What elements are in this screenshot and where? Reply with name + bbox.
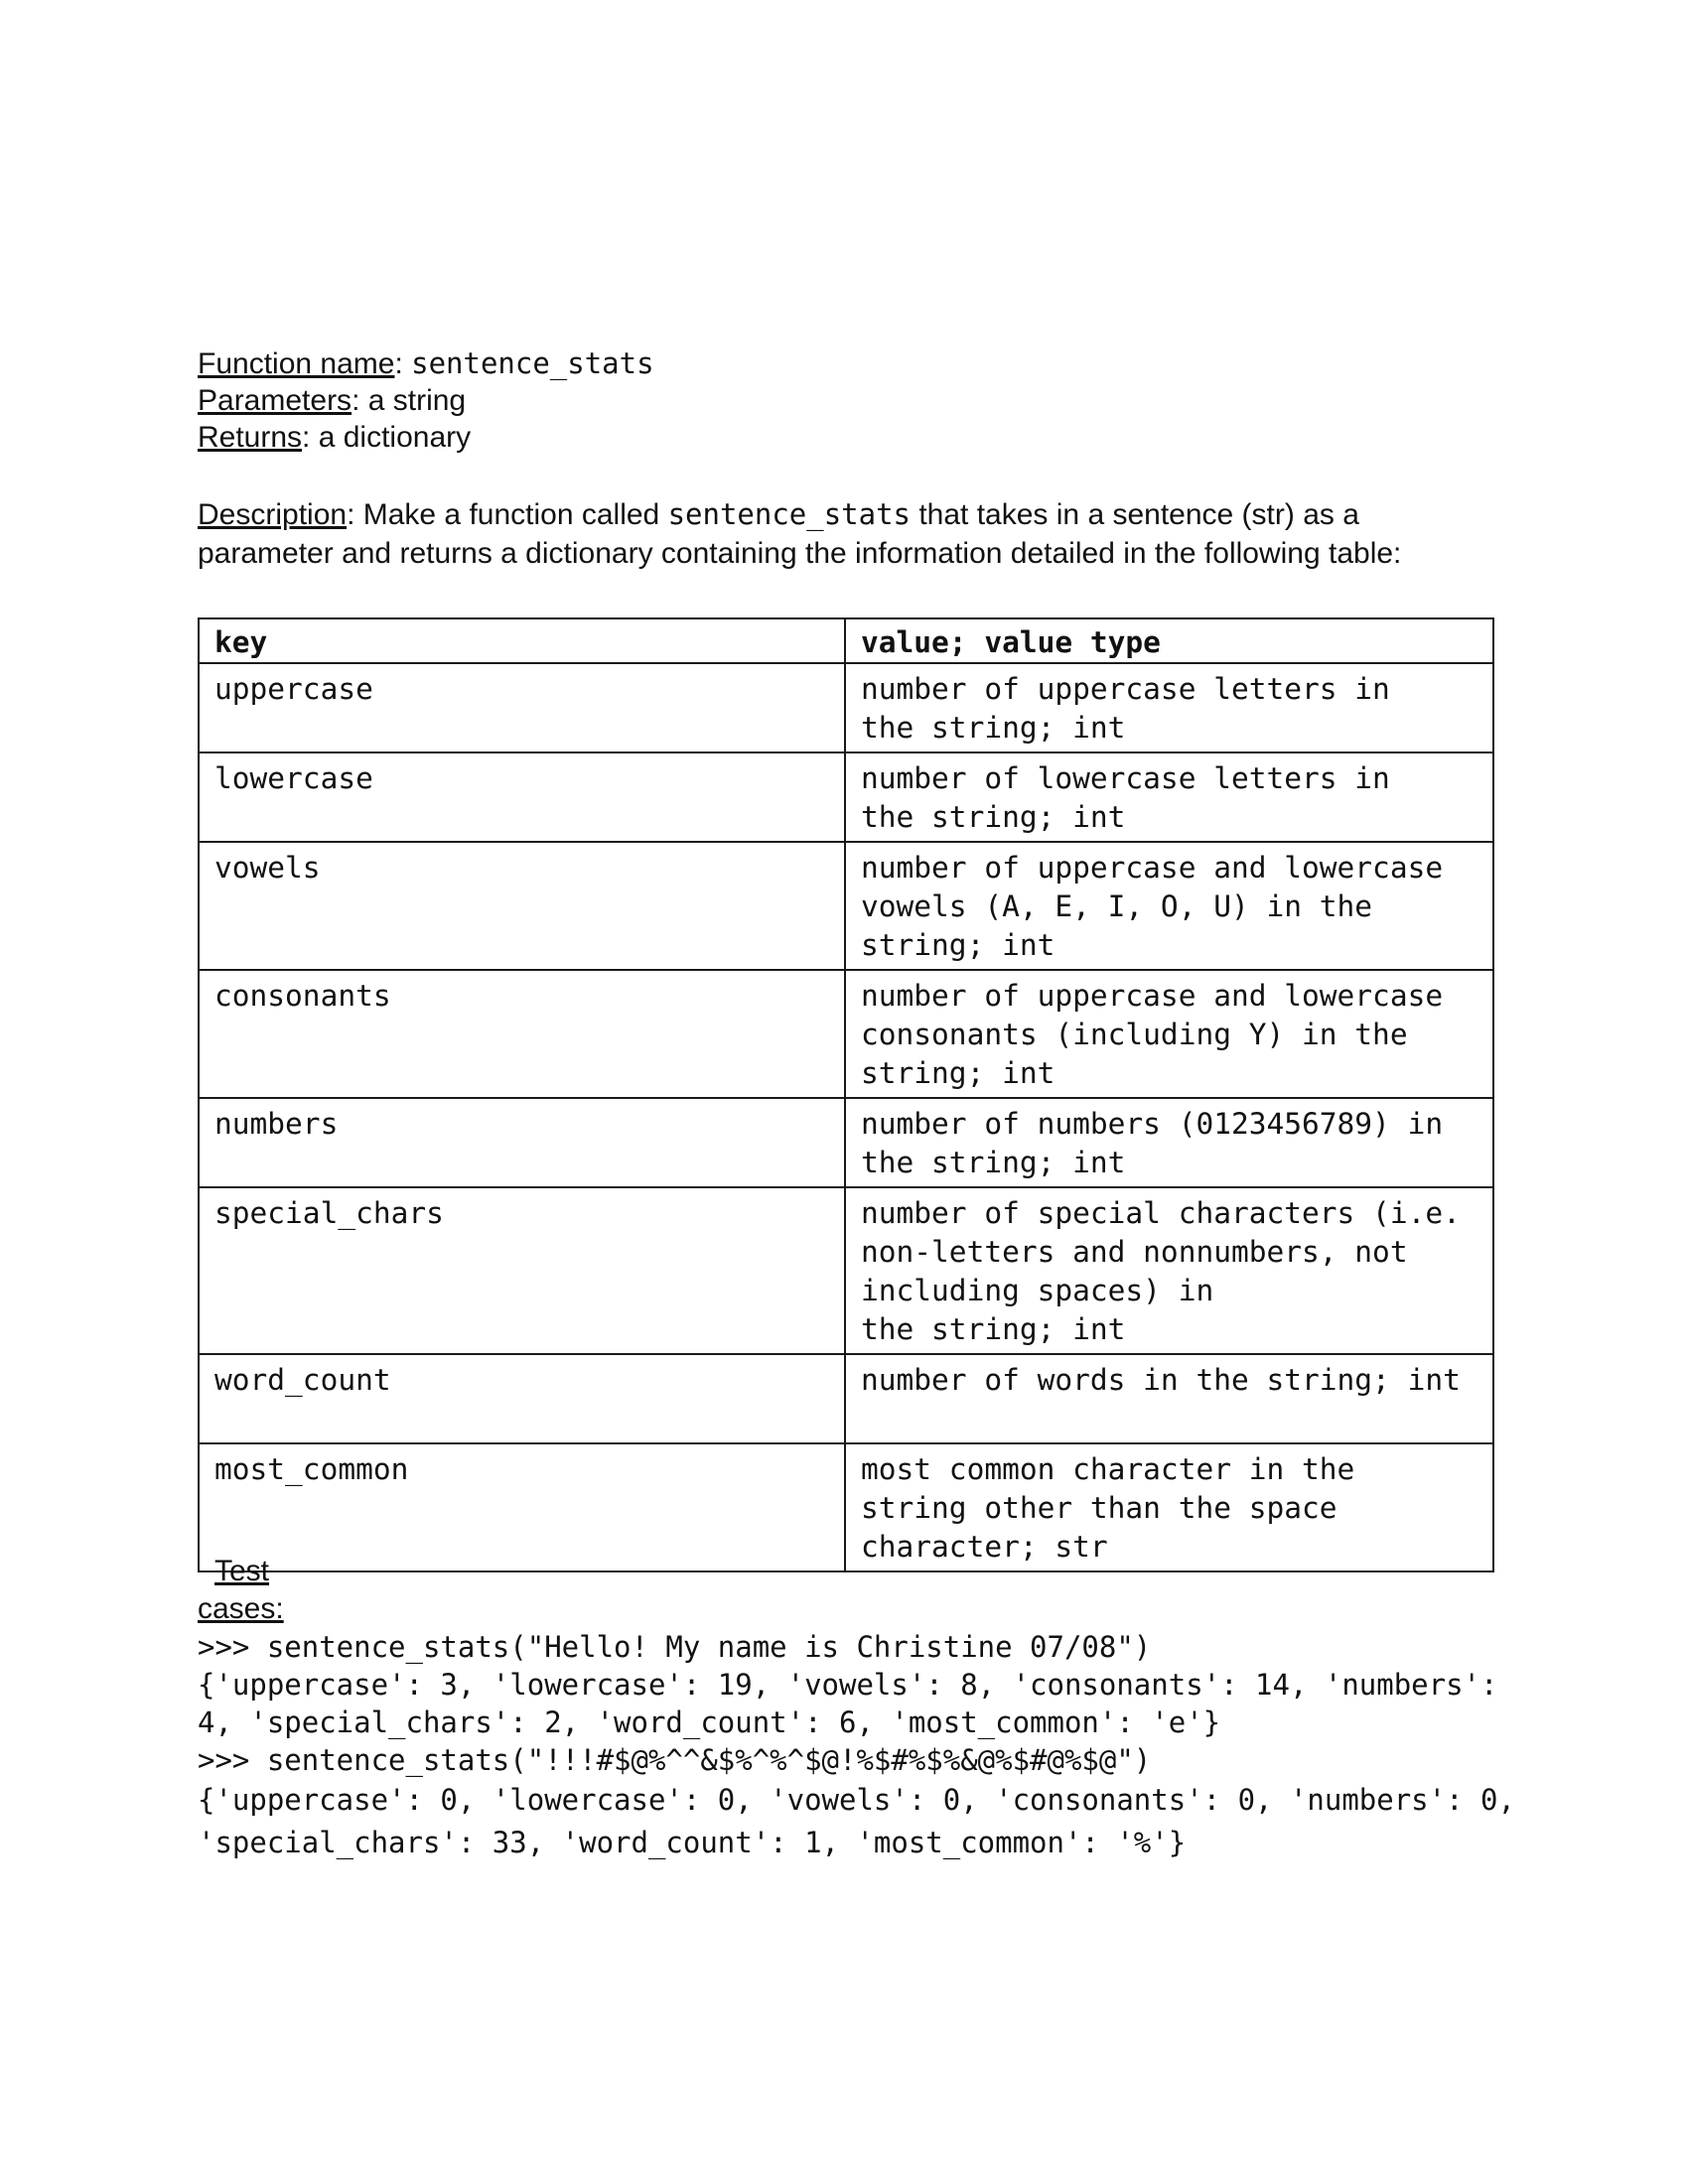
test-cases-label bbox=[198, 1553, 1498, 1628]
test-cases-label-line1: Test bbox=[214, 1555, 270, 1587]
row-value: number of lowercase letters in the string; int bbox=[845, 752, 1493, 842]
row-value: number of special characters (i.e. non-letters and nonnumbers, not including spaces) in the string; int bbox=[845, 1187, 1493, 1354]
row-value: number of uppercase and lowercase vowels (A, E, I, O, U) in the string; int bbox=[845, 842, 1493, 970]
test-code-line: >>> sentence_stats("!!!#$@%^^&$%^%^$@!%$#%$%&@%$#@%$@") bbox=[198, 1743, 1152, 1777]
row-value: number of uppercase and lowercase consonants (including Y) in the string; int bbox=[845, 970, 1493, 1098]
table-header-row bbox=[199, 618, 1493, 663]
row-value: number of words in the string; int bbox=[845, 1354, 1493, 1443]
test-code-line: 4, 'special_chars': 2, 'word_count': 6, 'most_common': 'e'} bbox=[198, 1706, 1221, 1739]
table-row bbox=[199, 1354, 1493, 1443]
description-paragraph bbox=[198, 495, 1498, 573]
description-text-before: Make a function called bbox=[362, 498, 668, 531]
row-value: number of uppercase letters in the string; int bbox=[845, 663, 1493, 752]
row-key: most_common bbox=[199, 1443, 845, 1571]
description-label: Description bbox=[198, 498, 348, 531]
table-row bbox=[199, 663, 1493, 752]
table-row bbox=[199, 1187, 1493, 1354]
table-row bbox=[199, 752, 1493, 842]
header-value: value; value type bbox=[845, 618, 1493, 663]
row-key: uppercase bbox=[199, 663, 845, 752]
function-name-line bbox=[198, 345, 1498, 382]
table-row bbox=[199, 970, 1493, 1098]
row-key: special_chars bbox=[199, 1187, 845, 1354]
function-name-sep: : bbox=[394, 347, 412, 380]
row-value: number of numbers (0123456789) in the string; int bbox=[845, 1098, 1493, 1187]
test-cases-section bbox=[198, 1553, 1515, 1864]
document-page bbox=[198, 345, 1515, 1859]
parameters-label: Parameters bbox=[198, 384, 352, 417]
function-name-label: Function name bbox=[198, 347, 395, 380]
row-key: word_count bbox=[199, 1354, 845, 1443]
returns-value: a dictionary bbox=[318, 421, 472, 454]
description-text-after: that takes in a sentence (str) as a parameter and returns a dictionary containing the information detailed in the following table: bbox=[198, 498, 1402, 570]
row-key: lowercase bbox=[199, 752, 845, 842]
return-dictionary-table bbox=[198, 617, 1494, 1572]
parameters-value: a string bbox=[367, 384, 467, 417]
description-sep: : bbox=[347, 498, 363, 531]
function-name-value: sentence_stats bbox=[411, 346, 654, 380]
returns-line bbox=[198, 419, 1498, 456]
returns-sep: : bbox=[302, 421, 319, 454]
returns-label: Returns bbox=[198, 421, 303, 454]
table-row bbox=[199, 842, 1493, 970]
table-row bbox=[199, 1098, 1493, 1187]
description-code: sentence_stats bbox=[667, 497, 912, 531]
test-code-line: >>> sentence_stats("Hello! My name is Christine 07/08") bbox=[198, 1630, 1152, 1664]
row-key: vowels bbox=[199, 842, 845, 970]
test-code-line: {'uppercase': 0, 'lowercase': 0, 'vowels': 0, 'consonants': 0, 'numbers': 0, bbox=[198, 1783, 1515, 1817]
parameters-line bbox=[198, 382, 1498, 419]
row-key: numbers bbox=[199, 1098, 845, 1187]
test-code-line: {'uppercase': 3, 'lowercase': 19, 'vowels': 8, 'consonants': 14, 'numbers': bbox=[198, 1668, 1498, 1702]
row-value: most common character in the string other than the space character; str bbox=[845, 1443, 1493, 1571]
header-key: key bbox=[199, 618, 845, 663]
test-cases-label-line2: cases: bbox=[198, 1592, 284, 1625]
parameters-sep: : bbox=[352, 384, 368, 417]
test-code-line: 'special_chars': 33, 'word_count': 1, 'most_common': '%'} bbox=[198, 1826, 1187, 1859]
row-key: consonants bbox=[199, 970, 845, 1098]
